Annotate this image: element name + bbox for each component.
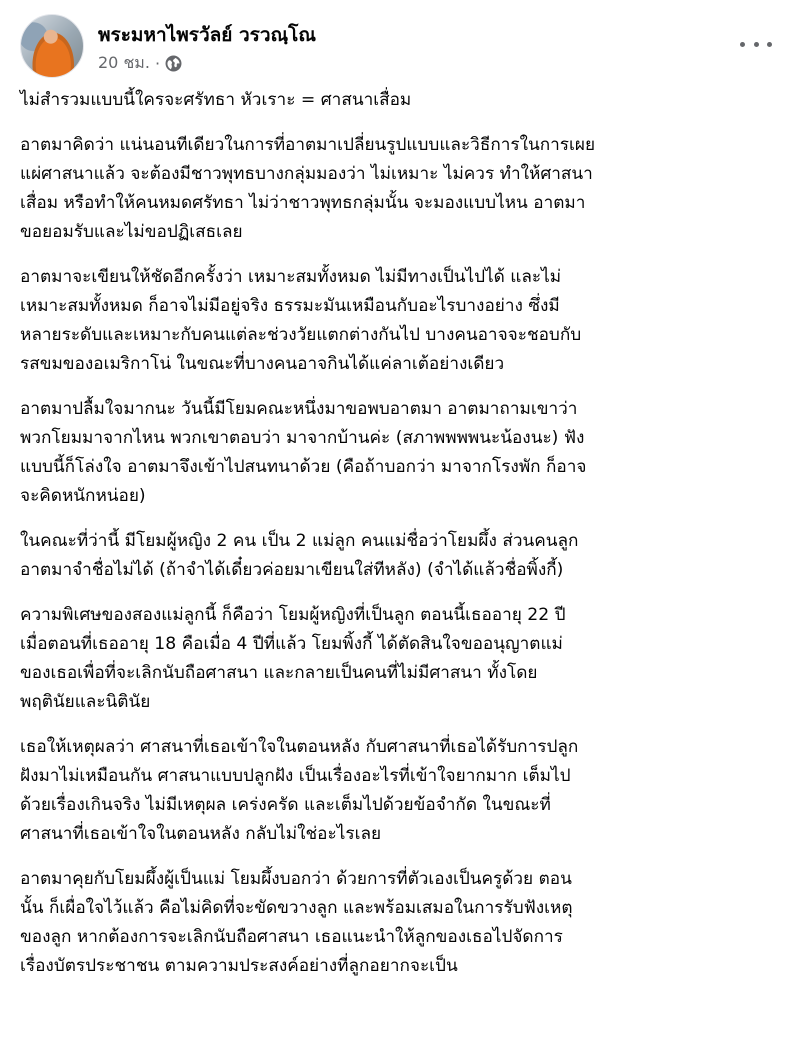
- post-header: [20, 14, 780, 78]
- text-line: จะคิดหนักหน่อย): [20, 486, 146, 506]
- post-paragraph: [20, 865, 780, 981]
- post-timestamp[interactable]: 20 ชม.: [98, 53, 150, 72]
- text-line: ความพิเศษของสองแม่ลูกนี้ ก็คือว่า โยมผู้หญิงที่เป็นลูก ตอนนี้เธออายุ 22 ปี: [20, 605, 566, 625]
- post-paragraph: [20, 131, 780, 247]
- meta-separator: ·: [154, 54, 161, 73]
- text-line: หลายระดับและเหมาะกับคนแต่ละช่วงวัยแตกต่างกันไป บางคนอาจจะชอบกับ: [20, 325, 582, 345]
- text-line: แผ่ศาสนาแล้ว จะต้องมีชาวพุทธบางกลุ่มมองว่า ไม่เหมาะ ไม่ควร ทำให้ศาสนา: [20, 164, 593, 184]
- post-paragraph: [20, 527, 780, 585]
- text-line: อาตมาคิดว่า แน่นอนทีเดียวในการที่อาตมาเปลี่ยนรูปแบบและวิธีการในการเผย: [20, 135, 596, 155]
- text-line: เรื่องบัตรประชาชน ตามความประสงค์อย่างที่ลูกอยากจะเป็น: [20, 956, 458, 976]
- author-name[interactable]: พระมหาไพรวัลย์ วรวณฺโณ: [98, 24, 316, 46]
- text-line: อาตมาจำชื่อไม่ได้ (ถ้าจำได้เดี๋ยวค่อยมาเขียนใส่ทีหลัง) (จำได้แล้วชื่อพิ้งกี้): [20, 560, 564, 580]
- more-dot: [767, 42, 772, 47]
- text-line: ไม่สำรวมแบบนี้ใครจะศรัทธา หัวเราะ = ศาสนาเสื่อม: [20, 90, 412, 110]
- text-line: ของลูก หากต้องการจะเลิกนับถือศาสนา เธอแนะนำให้ลูกของเธอไปจัดการ: [20, 927, 563, 947]
- text-line: ศาสนาที่เธอเข้าใจในตอนหลัง กลับไม่ใช่อะไรเลย: [20, 824, 382, 844]
- text-line: เมื่อตอนที่เธออายุ 18 คือเมื่อ 4 ปีที่แล้ว โยมพิ้งกี้ ได้ตัดสินใจขออนุญาตแม่: [20, 634, 563, 654]
- text-line: ในคณะที่ว่านี้ มีโยมผู้หญิง 2 คน เป็น 2 แม่ลูก คนแม่ชื่อว่าโยมผึ้ง ส่วนคนลูก: [20, 531, 579, 551]
- text-line: พฤตินัยและนิตินัย: [20, 692, 151, 712]
- text-line: รสขมของอเมริกาโน่ ในขณะที่บางคนอาจกินได้แค่ลาเต้อย่างเดียว: [20, 354, 505, 374]
- text-line: นั้น ก็เผื่อใจไว้แล้ว คือไม่คิดที่จะขัดขวางลูก และพร้อมเสมอในการรับฟังเหตุ: [20, 898, 573, 918]
- more-dot: [754, 42, 759, 47]
- text-line: พวกโยมมาจากไหน พวกเขาตอบว่า มาจากบ้านค่ะ (สภาพพพพนะน้องนะ) ฟัง: [20, 428, 585, 448]
- text-line: อาตมาปลื้มใจมากนะ วันนี้มีโยมคณะหนึ่งมาขอพบอาตมา อาตมาถามเขาว่า: [20, 399, 578, 419]
- text-line: ของเธอเพื่อที่จะเลิกนับถือศาสนา และกลายเป็นคนที่ไม่มีศาสนา ทั้งโดย: [20, 663, 538, 683]
- post-paragraph: [20, 395, 780, 511]
- text-line: เสื่อม หรือทำให้คนหมดศรัทธา ไม่ว่าชาวพุทธกลุ่มนั้น จะมองแบบไหน อาตมา: [20, 193, 586, 213]
- post-paragraph: [20, 601, 780, 717]
- text-line: ฝังมาไม่เหมือนกัน ศาสนาแบบปลูกฝัง เป็นเรื่องอะไรที่เข้าใจยากมาก เต็มไป: [20, 766, 571, 786]
- post-meta: [98, 51, 182, 76]
- post-paragraph: [20, 733, 780, 849]
- text-line: อาตมาคุยกับโยมผึ้งผู้เป็นแม่ โยมผึ้งบอกว่า ด้วยการที่ตัวเองเป็นครูด้วย ตอน: [20, 869, 572, 889]
- post-paragraph: [20, 263, 780, 379]
- globe-icon[interactable]: [165, 55, 182, 72]
- text-line: ขอยอมรับและไม่ขอปฏิเสธเลย: [20, 222, 243, 242]
- more-dot: [740, 42, 745, 47]
- text-line: ด้วยเรื่องเกินจริง ไม่มีเหตุผล เคร่งครัด และเต็มไปด้วยข้อจำกัด ในขณะที่: [20, 795, 551, 815]
- more-options-icon[interactable]: [740, 34, 772, 54]
- text-line: แบบนี้ก็โล่งใจ อาตมาจึงเข้าไปสนทนาด้วย (คือถ้าบอกว่า มาจากโรงพัก ก็อาจ: [20, 457, 587, 477]
- post-paragraph: [20, 86, 780, 115]
- text-line: อาตมาจะเขียนให้ชัดอีกครั้งว่า เหมาะสมทั้งหมด ไม่มีทางเป็นไปได้ และไม่: [20, 267, 562, 287]
- text-line: เธอให้เหตุผลว่า ศาสนาที่เธอเข้าใจในตอนหลัง กับศาสนาที่เธอได้รับการปลูก: [20, 737, 579, 757]
- text-line: เหมาะสมทั้งหมด ก็อาจไม่มีอยู่จริง ธรรมะมันเหมือนกับอะไรบางอย่าง ซึ่งมี: [20, 296, 560, 316]
- avatar[interactable]: [20, 14, 84, 78]
- post-text: [20, 86, 780, 997]
